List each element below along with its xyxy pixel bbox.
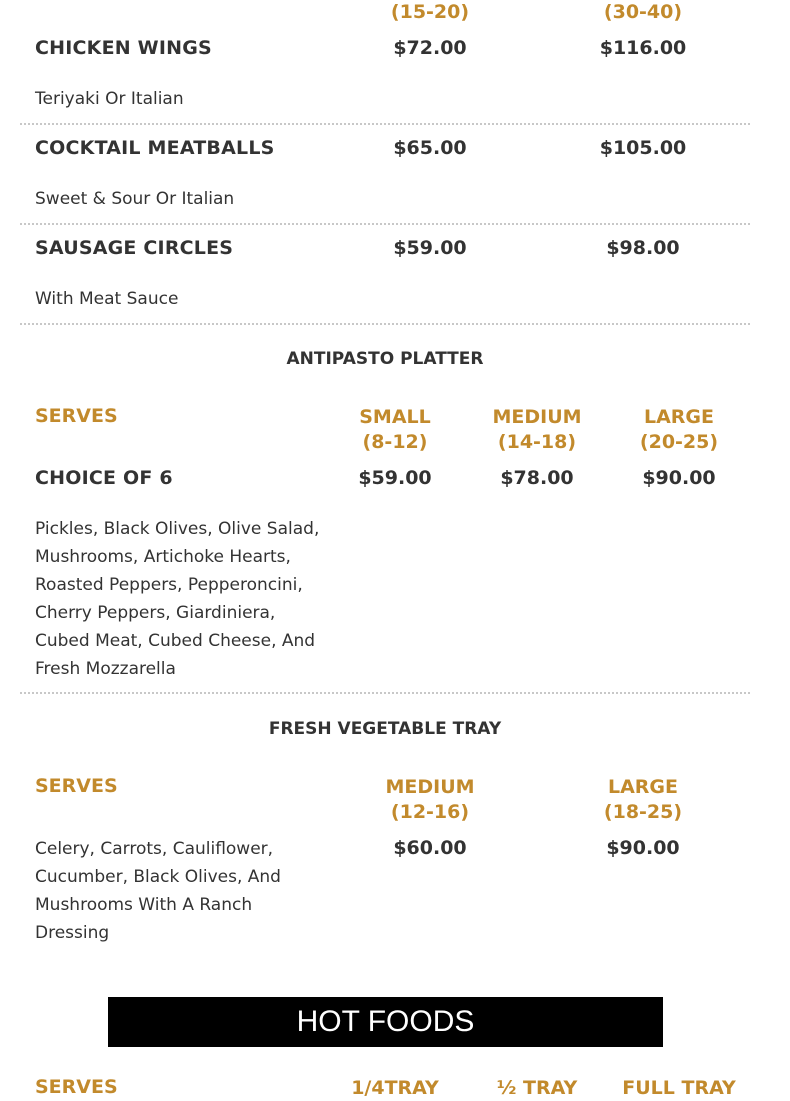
item-price: $60.00 [393,837,467,859]
item-price: $116.00 [599,37,687,59]
col-medium-range: (15-20) [390,1,470,23]
item-price: $59.00 [393,237,467,259]
size-range: (18-25) [603,801,683,823]
divider [20,692,750,694]
hot-foods-banner: HOT FOODS [108,997,663,1047]
item-description: Teriyaki Or Italian [35,89,184,109]
item-description: Celery, Carrots, Cauliflower, Cucumber, Black Olives, And Mushrooms With A Ranch Dressing [35,839,281,943]
section-title-vegetable: FRESH VEGETABLE TRAY [268,719,502,739]
size-medium-label [375,775,485,825]
divider [20,123,750,125]
size-range: (20-25) [639,431,719,453]
item-price: $78.00 [500,467,574,489]
size-large-label [588,775,698,825]
item-price: $59.00 [358,467,432,489]
section-title-antipasto: ANTIPASTO PLATTER [286,349,484,369]
item-description: With Meat Sauce [35,289,179,309]
item-price: $98.00 [606,237,680,259]
size-medium-label [482,405,592,455]
item-name: COCKTAIL MEATBALLS [35,137,275,159]
col-large-range: (30-40) [603,1,683,23]
size-name: LARGE [607,776,679,798]
item-price: $90.00 [642,467,716,489]
item-name: CHOICE OF 6 [35,467,173,489]
item-price: $72.00 [393,37,467,59]
size-name: MEDIUM [385,776,475,798]
item-description: Pickles, Black Olives, Olive Salad, Mushrooms, Artichoke Hearts, Roasted Peppers, Pepperoncini, Cherry Peppers, Giardiniera, Cubed Meat, Cubed Cheese, And Fresh Mozzarella [35,519,320,679]
divider [20,323,750,325]
size-range: (8-12) [362,431,428,453]
item-name: SAUSAGE CIRCLES [35,237,234,259]
size-name: MEDIUM [492,406,582,428]
serves-label: SERVES [35,775,118,797]
size-name: LARGE [643,406,715,428]
size-range: (14-18) [497,431,577,453]
item-price: $65.00 [393,137,467,159]
item-name: CHICKEN WINGS [35,37,212,59]
item-description: Sweet & Sour Or Italian [35,189,235,209]
item-price: $105.00 [599,137,687,159]
size-small-label [345,405,445,455]
item-price: $90.00 [606,837,680,859]
size-range: (12-16) [390,801,470,823]
size-name: SMALL [359,406,431,428]
divider [20,223,750,225]
serves-label: SERVES [35,405,118,427]
size-quarter-tray-label: 1/4TRAY [351,1077,439,1099]
serves-label: SERVES [35,1076,118,1098]
size-large-label [624,405,734,455]
size-half-tray-label: ½ TRAY [496,1077,578,1099]
size-full-tray-label: FULL TRAY [622,1077,736,1099]
